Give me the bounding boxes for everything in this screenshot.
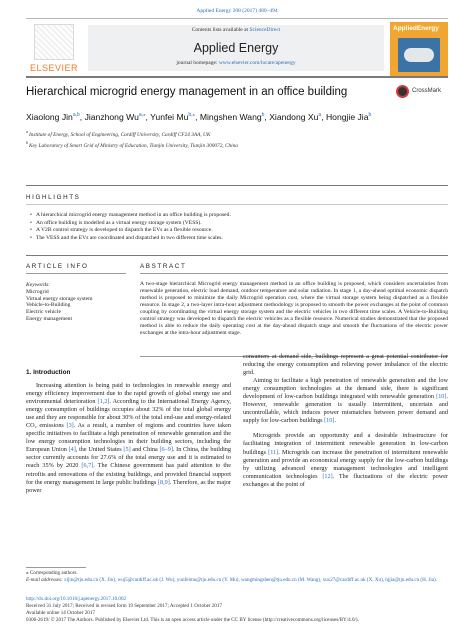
homepage-prefix: journal homepage:	[176, 60, 219, 66]
article-info-rule	[26, 273, 126, 274]
citation-link[interactable]: [11]	[268, 448, 279, 456]
highlight-item: • A hierarchical microgrid energy management method in an office building is proposed.	[30, 212, 440, 220]
journal-citation[interactable]: Applied Energy 208 (2017) 480–494	[196, 8, 278, 14]
article-title: Hierarchical microgrid energy management in an office building	[26, 86, 348, 98]
author-affiliation-mark[interactable]: a	[318, 112, 322, 119]
contents-prefix: Contents lists available at	[191, 27, 250, 33]
crossmark-label: CrossMark	[412, 88, 442, 94]
doi-link[interactable]: http://dx.doi.org/10.1016/j.apenergy.2017.10.002	[26, 596, 127, 602]
journal-banner	[88, 25, 384, 71]
journal-header	[26, 18, 448, 78]
journal-title: Applied Energy	[193, 41, 279, 55]
intro-left-column	[26, 382, 231, 495]
cover-title: AppliedEnergy	[393, 25, 439, 32]
contents-line	[88, 27, 384, 33]
license-note: 0306-2619/ © 2017 The Authors. Published by Elsevier Ltd. This is an open access article under the CC BY license (http://creativecommons.org/licenses/BY/4.0/).	[26, 616, 359, 623]
author-affiliation-mark[interactable]: b	[368, 112, 372, 119]
author-affiliation-mark[interactable]: a,b	[72, 112, 80, 119]
affiliation-line: $^b$ Key Laboratory of Smart Grid of Ministry of Education, Tianjin University, Tianjin 300072, China	[26, 140, 238, 150]
crossmark-icon	[396, 85, 409, 98]
footnotes	[26, 570, 448, 584]
homepage-line	[88, 60, 384, 66]
author-affiliation-mark[interactable]: a,⁎	[138, 112, 146, 119]
highlights-list	[30, 212, 440, 242]
abstract-body: A two-stage hierarchical Microgrid energy management method in an office building is proposed, which considers uncertainties from renewable generation, electric load demand, outdoor temperature and solar radiation. In stage 1, a day-ahead optimal economic dispatch method is proposed to minimize the daily Microgrid operation cost, where the virtual storage system being dispatched as a flexible resource. In stage 2, a two-layer intra-hour adjustment methodology is proposed to smooth the power exchanges at the point of common coupling by coordinating the virtual energy storage system and the electric vehicles in two different time scales. A Vehicle-to-Building control strategy was developed to dispatch the electric vehicles as a flexible resource. Numerical studies demonstrated that the proposed method is able to reduce the daily operating cost at the day-ahead dispatch stage and smooth the fluctuations of the electric power exchanges at the intra-hour adjustment stage.	[140, 281, 448, 336]
highlight-item: • A V2B control strategy is developed to dispatch the EVs as a flexible resource.	[30, 227, 440, 235]
citation-link[interactable]: [4]	[68, 446, 76, 454]
abstract-rule	[140, 273, 448, 274]
corresponding-note: ⁎ Corresponding authors.	[26, 570, 78, 576]
citation-link[interactable]: [1,2]	[97, 398, 110, 406]
citation-link[interactable]: [8,9]	[157, 478, 170, 486]
keyword: Electric vehicle	[26, 309, 61, 316]
available-date: Available online 14 October 2017	[26, 609, 95, 616]
footnote-divider	[26, 567, 86, 568]
keywords-block	[26, 282, 126, 323]
highlights-heading: HIGHLIGHTS	[26, 194, 81, 201]
cover-illustration	[398, 38, 440, 72]
author-name[interactable]: Xiandong Xu	[269, 112, 319, 122]
email-label: E-mail addresses:	[26, 576, 63, 583]
journal-cover-image[interactable]	[390, 22, 448, 76]
keywords-list	[26, 289, 126, 323]
intro-paragraph: Increasing attention is being paid to technologies in renewable energy and energy efficiency improvement due to the rapid growth of global energy use and environmental deterioration [1,2]. According to the International Energy Agency, energy consumption of buildings occupies about 32% of the total global energy use and they are responsible for about 30% of the total end-use and energy-related CO₂ emissions [3]. As a result, a number of regions and countries have taken specific initiatives to facilitate a high penetration of renewable generation and the low energy consumption technologies in their building sectors, including the European Union [4], the United States [5] and China [6–9]. In China, the building sector currently accounts for 27.6% of the total energy use and it is estimated to reach 35% by 2020 [6,7]. The Chinese government has paid attention to the retrofits and renovations of the existing buildings, and provided financial support for the energy management in large public buildings [8,9]. Therefore, as the major power	[26, 382, 231, 494]
author-affiliation-mark[interactable]: b	[261, 112, 265, 119]
article-info-heading: ARTICLE INFO	[26, 263, 89, 270]
citation-link[interactable]: [5]	[123, 446, 131, 454]
author-name[interactable]: Mingshen Wang	[199, 112, 262, 122]
citation-link[interactable]: [3]	[66, 422, 74, 430]
keyword: Vehicle-to-Building	[26, 302, 71, 309]
crossmark-badge[interactable]	[396, 84, 448, 100]
publisher-name: ELSEVIER	[29, 63, 79, 73]
author-name[interactable]: Jianzhong Wu	[84, 112, 139, 122]
email-addresses[interactable]: xljin@tju.edu.cn (X. Jin), wuj5@cardiff.ac.uk (J. Wu), yunfeimu@tju.edu.cn (Y. Mu), wangmingshen@tju.edu.cn (M. Wang), xux27@cardiff.ac.uk (X. Xu), hjjia@tju.edu.cn (H. Jia).	[64, 576, 437, 583]
introduction-heading: 1. Introduction	[26, 369, 71, 376]
highlight-item: • The VESS and the EVs are coordinated and dispatched in two different time scales.	[30, 235, 440, 243]
intro-paragraph: Microgrids provide an opportunity and a desirable infrastructure for facilitating integration of intermittent renewable generation in low-carbon buildings [11]. Microgrids can increase the penetration of intermittent renewable generation and provide an economical energy supply for the low-carbon buildings by utilizing advanced energy management technologies and intelligent communication technologies [12]. The fluctuations of the electric power exchanges at the point of	[243, 432, 449, 488]
email-note	[26, 577, 448, 584]
section-divider	[26, 185, 448, 186]
author-affiliation-mark[interactable]: b,⁎	[188, 112, 196, 119]
abstract-heading: ABSTRACT	[140, 263, 187, 270]
author-name[interactable]: Yunfei Mu	[150, 112, 189, 122]
keyword: Energy management	[26, 315, 73, 322]
elsevier-logo[interactable]	[26, 22, 82, 76]
affiliations	[26, 128, 238, 151]
citation-link[interactable]: [6–9]	[159, 446, 173, 454]
intro-paragraph: Aiming to facilitate a high penetration of renewable generation and the low energy consumption technologies at the demand side, there is significant development of low-carbon buildings integrated with renewable generation [10]. However, renewable generation is usually intermittent, uncertain and uncontrollable, which induces power mismatches between power demand and supply for low-carbon buildings [10].	[243, 377, 448, 425]
highlight-item: • An office building is modelled as a virtual energy storage system (VESS).	[30, 220, 440, 228]
sciencedirect-link[interactable]: ScienceDirect	[249, 27, 281, 33]
publication-info	[26, 596, 448, 624]
section-divider	[26, 255, 448, 256]
citation-link[interactable]: [6,7]	[81, 462, 94, 470]
received-dates: Received 31 July 2017; Received in revised form 19 September 2017; Accepted 1 October 2017	[26, 602, 223, 609]
intro-paragraph: consumers at demand side, buildings represent a great potential contributor for reducing the energy consumption and relieving power imbalance of the electric grid.	[243, 353, 448, 377]
intro-right-column	[243, 353, 448, 489]
author-name[interactable]: Hongjie Jia	[325, 112, 369, 122]
author-list: Xiaolong Jin$^{a,b}$, Jianzhong $Wu^{a,⁎}$, Yunfei $Mu^{b,⁎}$, Mingshen Wang$^b$, Xiandong Xu$^a$, Hongjie Jia$^b$	[26, 112, 372, 122]
citation-link[interactable]: [10]	[324, 417, 335, 425]
tree-emblem-icon	[34, 24, 74, 60]
keyword: Virtual energy storage system	[26, 295, 93, 302]
citation-link[interactable]: [12]	[322, 472, 333, 480]
keyword: Microgrid	[26, 288, 49, 295]
citation-link[interactable]: [10]	[436, 393, 447, 401]
highlights-rule	[26, 204, 448, 205]
homepage-link[interactable]: www.elsevier.com/locate/apenergy	[218, 60, 296, 66]
author-name[interactable]: Xiaolong Jin	[26, 112, 73, 122]
affiliation-line: $^a$ Institute of Energy, School of Engineering, Cardiff University, Cardiff CF24 3AA, UK	[26, 129, 211, 138]
keywords-label: Keywords:	[26, 282, 51, 288]
